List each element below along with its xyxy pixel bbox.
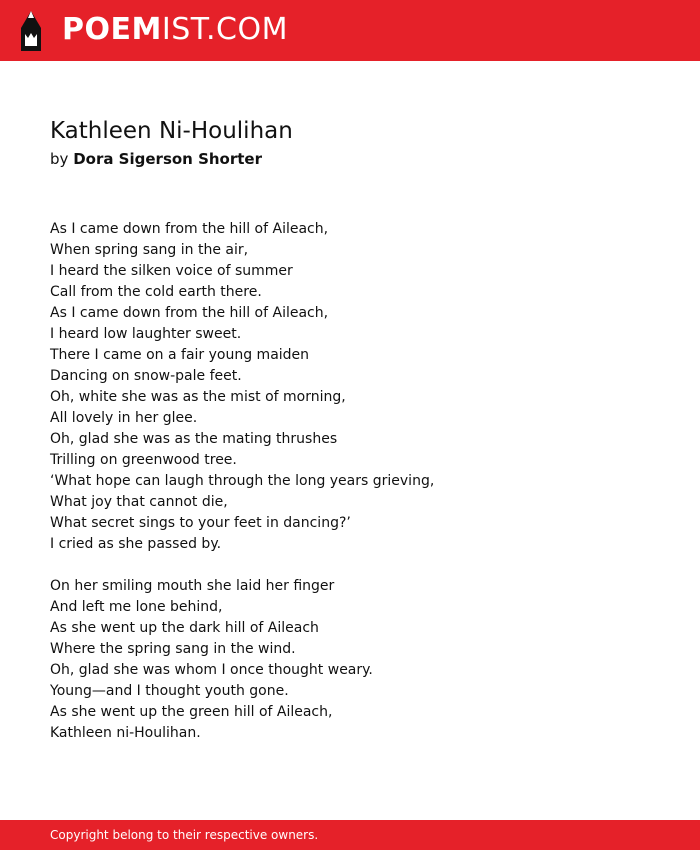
poem-line: Call from the cold earth there. [50, 284, 262, 300]
poem-line: As she went up the green hill of Aileach, [50, 704, 333, 720]
stanza [50, 576, 650, 744]
poem-line: When spring sang in the air, [50, 242, 249, 258]
by-label: by [50, 150, 69, 168]
poem-line: I heard low laughter sweet. [50, 326, 242, 342]
stanza [50, 219, 650, 555]
site-header [0, 0, 700, 61]
author-name: Dora Sigerson Shorter [73, 150, 262, 168]
poem-line: Oh, white she was as the mist of morning, [50, 389, 346, 405]
poem-line: Young—and I thought youth gone. [50, 683, 289, 699]
poem-line: As I came down from the hill of Aileach, [50, 221, 329, 237]
poem-line: ‘What hope can laugh through the long years grieving, [50, 473, 435, 489]
poem-body [50, 219, 650, 765]
poem-line: What joy that cannot die, [50, 494, 228, 510]
pen-nib-icon[interactable] [18, 10, 44, 52]
poem-line: Where the spring sang in the wind. [50, 641, 296, 657]
poem-line: On her smiling mouth she laid her finger [50, 578, 335, 594]
poem-line: I heard the silken voice of summer [50, 263, 293, 279]
logo-bold-text: POEM [62, 12, 162, 47]
poem-line: Oh, glad she was whom I once thought weary. [50, 662, 373, 678]
poem-line: There I came on a fair young maiden [50, 347, 310, 363]
poem-line: As I came down from the hill of Aileach, [50, 305, 329, 321]
poem-line: Kathleen ni-Houlihan. [50, 725, 201, 741]
poem-line: As she went up the dark hill of Aileach [50, 620, 319, 636]
site-logo[interactable] [62, 12, 288, 48]
poem-line: I cried as she passed by. [50, 536, 222, 552]
site-footer [0, 820, 700, 850]
copyright-text: Copyright belong to their respective owners. [50, 828, 319, 842]
poem-line: Oh, glad she was as the mating thrushes [50, 431, 338, 447]
poem-line: All lovely in her glee. [50, 410, 198, 426]
poem-line: What secret sings to your feet in dancing?’ [50, 515, 351, 531]
poem-title: Kathleen Ni-Houlihan [50, 118, 293, 144]
poem-line: And left me lone behind, [50, 599, 223, 615]
logo-light-text: IST.COM [161, 12, 288, 47]
byline [50, 148, 262, 170]
poem-line: Dancing on snow-pale feet. [50, 368, 242, 384]
poem-line: Trilling on greenwood tree. [50, 452, 237, 468]
